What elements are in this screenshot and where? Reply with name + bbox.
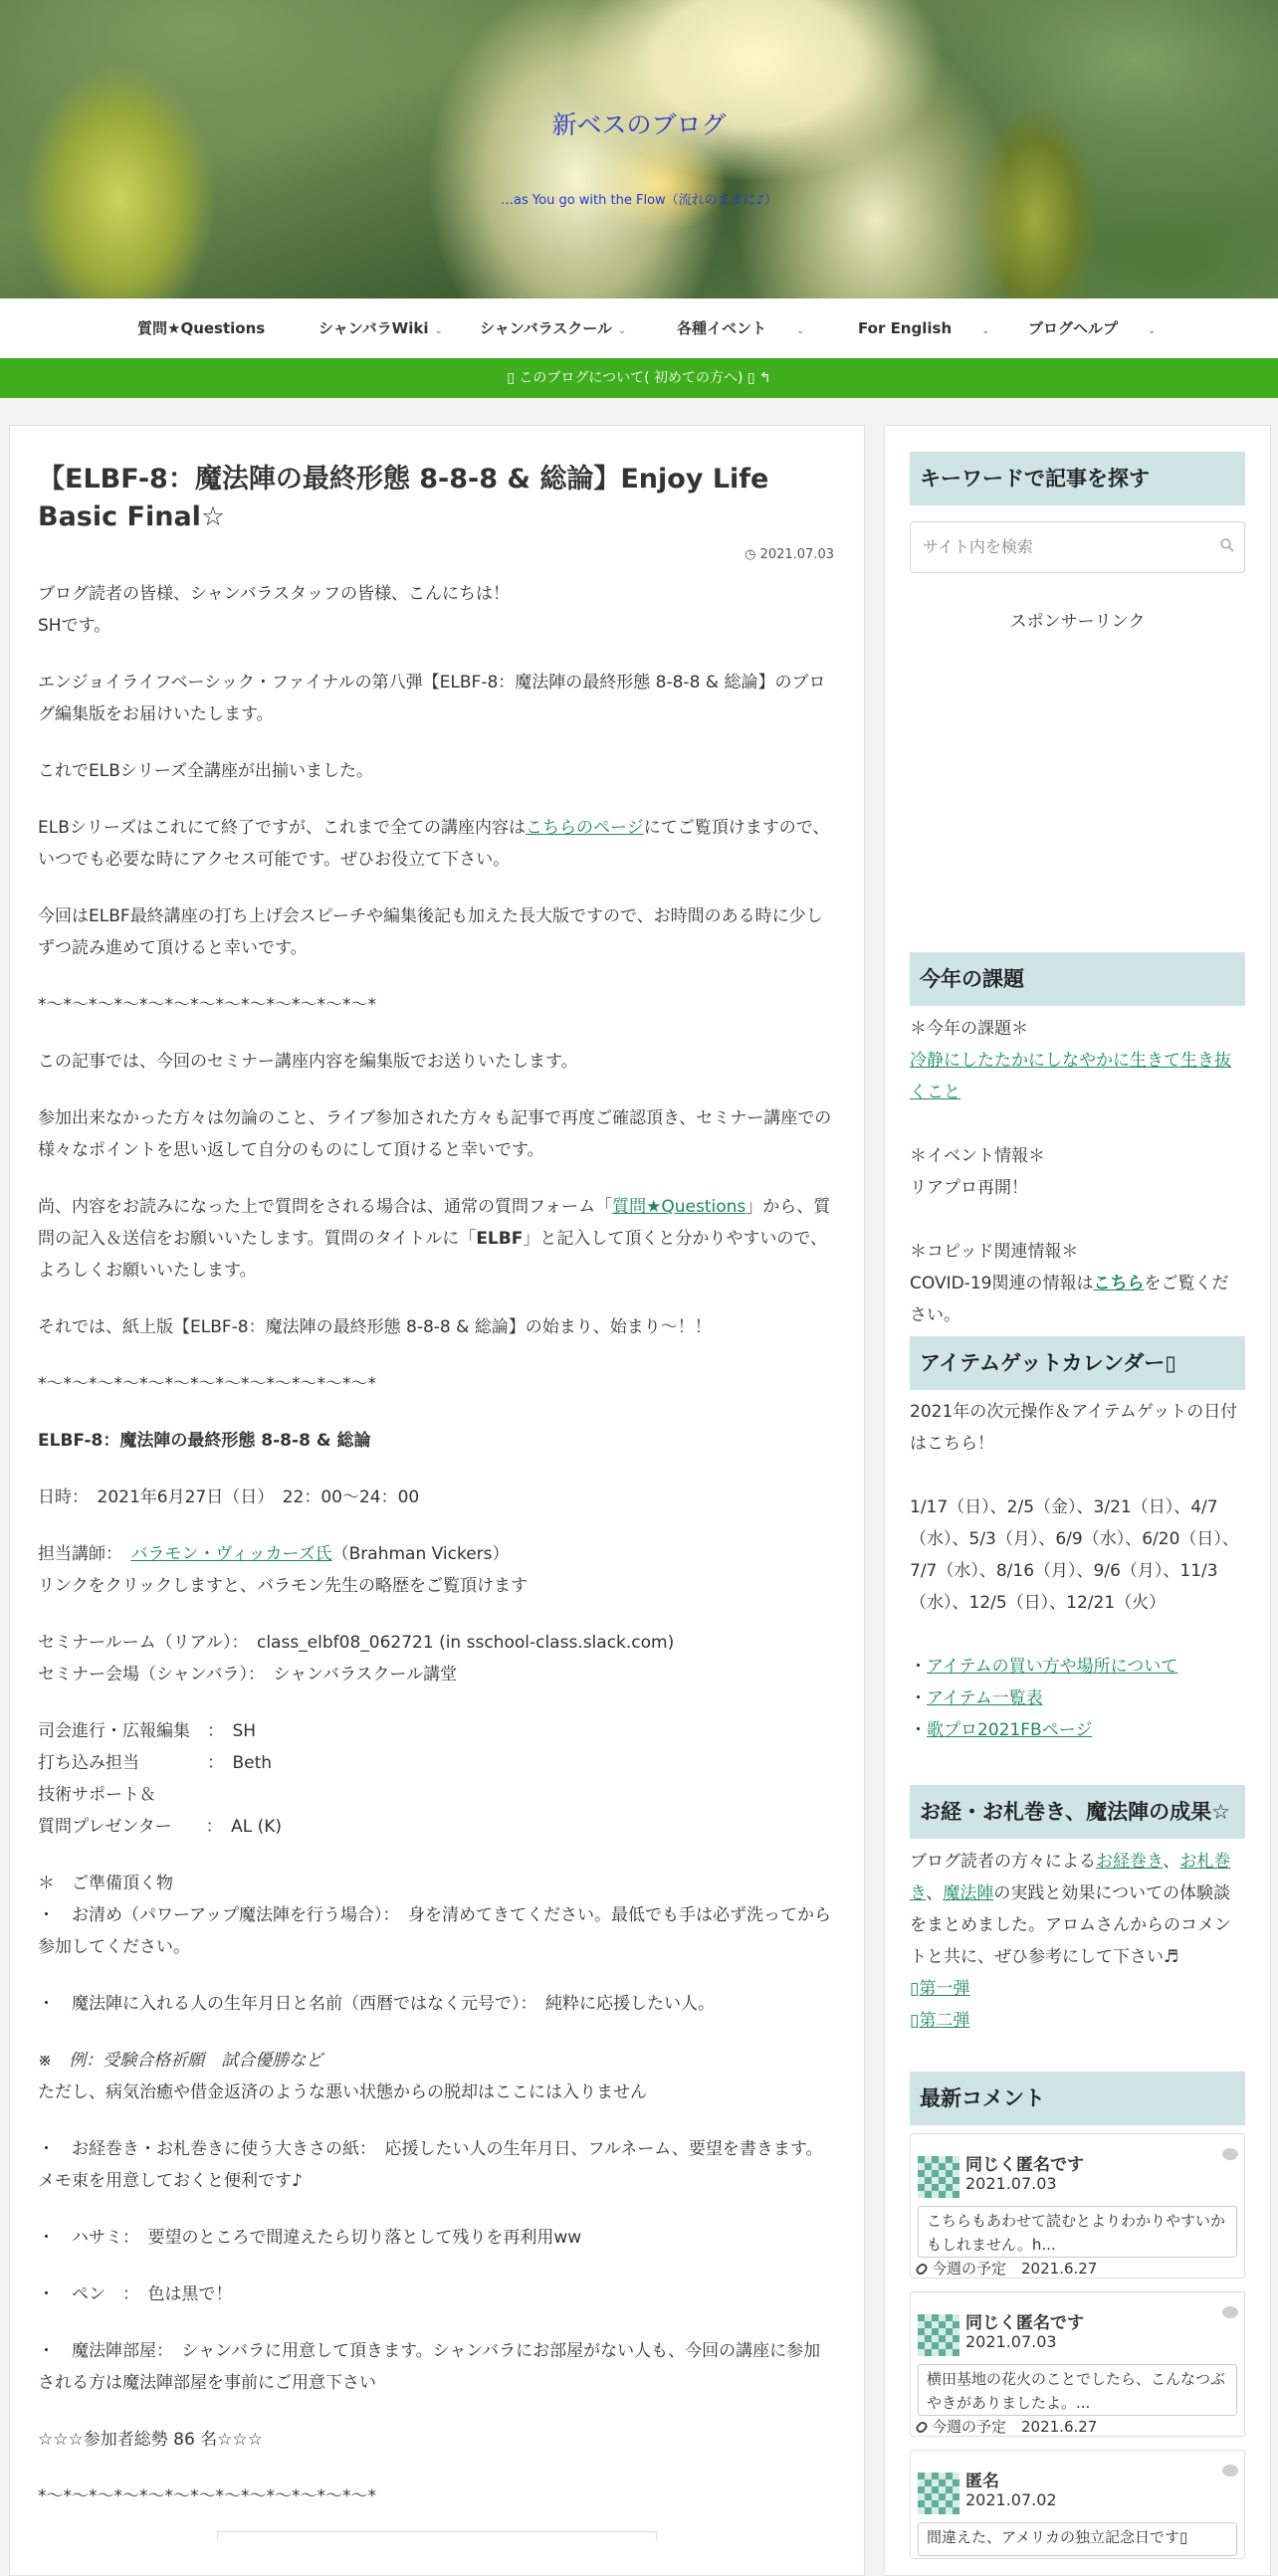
comment-bubble-icon xyxy=(1222,2465,1238,2477)
text: 担当講師： xyxy=(38,1544,131,1564)
search-icon[interactable] xyxy=(1220,538,1234,552)
prep-item: ・ お経巻き・お札巻きに使う大きさの紙： 応援したい人の生年月日、フルネーム、要望を書きます。メモ束を用意しておくと便利です♪ xyxy=(38,2139,823,2191)
nav-item-english[interactable] xyxy=(858,298,990,358)
paragraph: これでELBシリーズ全講座が出揃いました。 xyxy=(38,761,374,781)
greeting-line-2: SHです。 xyxy=(38,616,111,636)
first-volume-link[interactable]: ▯第一弾 xyxy=(910,1979,970,1999)
lecturer xyxy=(38,1538,834,1602)
comment-author: 同じく匿名です xyxy=(965,2313,1084,2333)
nav-item-events[interactable] xyxy=(677,298,804,358)
chevron-down-icon: ⌄ xyxy=(981,325,990,336)
divider-text: *〜*〜*〜*〜*〜*〜*〜*〜*〜*〜*〜*〜*〜* xyxy=(38,1374,376,1394)
seminar-heading xyxy=(38,1425,834,1457)
comments-heading: 最新コメント xyxy=(910,2072,1245,2125)
text: の実践と効果についての体験談をまとめました。アロムさんからのコメントと共に、ぜひ参考にして下さい♬ xyxy=(910,1883,1231,1967)
spacer xyxy=(910,1619,1245,1651)
paragraph xyxy=(38,1191,834,1287)
covid-link[interactable]: こちら xyxy=(1093,1274,1145,1293)
global-nav xyxy=(0,298,1278,359)
notice-text: ▯ このブログについて( 初めての方へ) ▯ ↰ xyxy=(507,370,771,386)
article-date-text: 2021.07.03 xyxy=(759,547,834,562)
text: ブログ読者の方々による xyxy=(910,1852,1096,1872)
spacer xyxy=(910,1204,1245,1236)
avatar xyxy=(918,2314,959,2356)
comment-excerpt: 間違えた、アメリカの独立記念日です▯ xyxy=(918,2522,1237,2556)
comment-date: 2021.07.03 xyxy=(965,2174,1057,2193)
divider-text: *〜*〜*〜*〜*〜*〜*〜*〜*〜*〜*〜*〜*〜* xyxy=(38,995,376,1015)
comment-post-title: 今週の予定 2021.6.27 xyxy=(932,2418,1098,2436)
text: 」から、質問の記入＆送信をお願いいたします。質問のタイトルに「 xyxy=(38,1197,831,1249)
nav-item-questions[interactable] xyxy=(137,298,265,358)
comment-post-title: 今週の予定 2021.6.27 xyxy=(932,2260,1098,2278)
text: 」と記入して頂くと分かりやすいので、よろしくお願いいたします。 xyxy=(38,1229,827,1281)
calendar-link-item: ・アイテムの買い方や場所について xyxy=(910,1657,1178,1677)
chevron-down-icon: ⌄ xyxy=(434,325,443,336)
tasks-widget xyxy=(910,1013,1245,1331)
avatar xyxy=(918,2156,959,2198)
text: 打ち込み担当 ： Beth xyxy=(38,1753,273,1773)
talisman-link[interactable]: お札巻き xyxy=(910,1852,1231,1903)
nav-item-label: 質問★Questions xyxy=(137,319,266,337)
archive-page-link[interactable]: こちらのページ xyxy=(526,818,644,838)
calendar-intro: 2021年の次元操作＆アイテムゲットの日付はこちら！ xyxy=(910,1402,1238,1454)
calendar-widget xyxy=(910,1396,1245,1746)
prep-list xyxy=(38,1868,834,1963)
prep-item: ・ ハサミ： 要望のところで間違えたら切り落として残りを再利用ww xyxy=(38,2228,582,2248)
site-header xyxy=(0,0,1278,298)
paragraph xyxy=(38,812,834,876)
search-placeholder: サイト内を検索 xyxy=(923,537,1033,556)
calendar-dates: 1/17（日）、2/5（金）、3/21（日）、4/7（水）、5/3（月）、6/9（水）、6/20（日）、7/7（水）、8/16（月）、9/6（月）、11/3（水）、12/5（日）、12/21（火） xyxy=(910,1497,1239,1613)
questions-link[interactable]: 質問★Questions xyxy=(612,1197,746,1217)
prep-note xyxy=(38,2045,834,2108)
text: 司会進行・広報編集 ： SH xyxy=(38,1721,257,1741)
text: 、 xyxy=(1163,1852,1180,1872)
text: ・ お清め（パワーアップ魔法陣を行う場合）： 身を清めてきてください。最低でも手は必ず洗ってから参加してください。 xyxy=(38,1905,831,1957)
nav-item-help[interactable] xyxy=(1028,298,1156,358)
paragraph: この記事では、今回のセミナー講座内容を編集版でお送りいたします。 xyxy=(38,1052,578,1072)
chevron-down-icon: ⌄ xyxy=(1148,325,1157,336)
text: リンクをクリックしますと、バラモン先生の略歴をご覧頂けます xyxy=(38,1576,528,1596)
nav-item-label: シャンバラスクール xyxy=(480,319,612,337)
avatar xyxy=(918,2473,959,2514)
seminar-heading-text: ELBF-8：魔法陣の最終形態 8-8-8 & 総論 xyxy=(38,1431,371,1451)
text: 質問プレゼンター ： AL (K) xyxy=(38,1817,283,1837)
nav-item-label: For English xyxy=(858,319,953,337)
sponsor-label: スポンサーリンク xyxy=(1009,612,1146,632)
spacer xyxy=(910,1460,1245,1491)
divider-text: *〜*〜*〜*〜*〜*〜*〜*〜*〜*〜*〜*〜*〜* xyxy=(38,2486,376,2506)
text: 尚、内容をお読みになった上で質問をされる場合は、通常の質問フォーム「 xyxy=(38,1197,613,1217)
link-icon xyxy=(915,2262,930,2277)
text: セミナー会場（シャンバラ）： シャンバラスクール講堂 xyxy=(38,1665,458,1684)
sutra-link[interactable]: お経巻き xyxy=(1096,1852,1164,1872)
text: 、 xyxy=(926,1883,944,1903)
sidebar xyxy=(884,425,1271,2576)
prep-item: ・ 魔法陣に入れる人の生年月日と名前（西暦ではなく元号で）： 純粋に応援したい人。 xyxy=(38,1994,715,2014)
tasks-heading: 今年の課題 xyxy=(910,952,1245,1006)
article xyxy=(38,461,834,2540)
site-title[interactable]: 新ベスのブログ xyxy=(551,110,727,139)
nav-item-label: 各種イベント xyxy=(677,319,767,337)
item-list-link[interactable]: アイテム一覧表 xyxy=(927,1688,1043,1708)
text: （Brahman Vickers） xyxy=(331,1544,510,1564)
comment-date: 2021.07.02 xyxy=(965,2490,1057,2509)
text: ※ 例：受験合格祈願 試合優勝など xyxy=(38,2051,323,2071)
main-content xyxy=(9,425,865,2576)
text: 技術サポート＆ xyxy=(38,1785,156,1805)
link-icon xyxy=(915,2420,930,2435)
event-text: リアプロ再開！ xyxy=(910,1178,1028,1198)
calendar-link-item: ・歌プロ2021FBページ xyxy=(910,1720,1093,1740)
tasks-link[interactable]: 冷静にしたたかにしなやかに生きて生き抜くこと xyxy=(910,1051,1231,1102)
text: にてご覧頂けますので、いつでも必要な時にアクセス可能です。ぜひお役立て下さい。 xyxy=(38,818,830,870)
embed-frame xyxy=(217,2531,657,2540)
text: をご覧ください。 xyxy=(910,1274,1229,1325)
event-label: ＊イベント情報＊ xyxy=(910,1146,1045,1166)
paragraph xyxy=(38,578,834,642)
search-input[interactable] xyxy=(910,521,1245,573)
paragraph: 参加出来なかった方々は勿論のこと、ライブ参加された方々も記事で再度ご確認頂き、セミナー講座での様々なポイントを思い返して自分のものにして頂けると幸いです。 xyxy=(38,1108,832,1160)
second-volume-link[interactable]: ▯第二弾 xyxy=(910,2011,970,2031)
nav-item-label: シャンバラWiki xyxy=(319,319,429,337)
text: セミナールーム（リアル）： class_elbf08_062721 (in sschool-class.slack.com) xyxy=(38,1633,675,1653)
comment-bubble-icon xyxy=(1222,2306,1238,2318)
text: COVID-19関連の情報は xyxy=(910,1274,1094,1293)
item-guide-link[interactable]: アイテムの買い方や場所について xyxy=(927,1657,1178,1677)
spacer xyxy=(910,1108,1245,1140)
search-widget-heading: キーワードで記事を探す xyxy=(910,452,1245,505)
chevron-down-icon: ⌄ xyxy=(617,325,627,336)
comment-date: 2021.07.03 xyxy=(965,2332,1057,2351)
room-info xyxy=(38,1627,834,1690)
staff-info xyxy=(38,1715,834,1843)
comment-card[interactable] xyxy=(910,2450,1245,2559)
bold-text: ELBF xyxy=(476,1229,524,1249)
paragraph: それでは、紙上版【ELBF-8：魔法陣の最終形態 8-8-8 & 総論】の始まり、始まり〜！！ xyxy=(38,1317,712,1337)
text: ELBシリーズはこれにて終了ですが、これまで全ての講座内容は xyxy=(38,818,527,838)
text: ただし、病気治癒や借金返済のような悪い状態からの脱却はここには入りません xyxy=(38,2082,647,2102)
site-tagline: …as You go with the Flow（流れのままに♪） xyxy=(501,193,777,208)
comment-post[interactable] xyxy=(916,2260,1097,2278)
calendar-link-item: ・アイテム一覧表 xyxy=(910,1688,1043,1708)
clock-icon: ◷ xyxy=(745,547,756,562)
nav-item-school[interactable] xyxy=(480,298,626,358)
comment-post[interactable] xyxy=(916,2418,1097,2436)
comment-bubble-icon xyxy=(1222,2148,1238,2160)
text: ＊ ご準備頂く物 xyxy=(38,1874,173,1893)
nav-item-label: ブログヘルプ xyxy=(1028,319,1119,337)
participants: ☆☆☆参加者総勢 86 名☆☆☆ xyxy=(38,2430,263,2450)
tasks-label: ＊今年の課題＊ xyxy=(910,1019,1028,1039)
fb-page-link[interactable]: 歌プロ2021FBページ xyxy=(927,1720,1093,1740)
calendar-heading: アイテムゲットカレンダー▯ xyxy=(910,1336,1245,1390)
sutra-widget xyxy=(910,1846,1245,2037)
article-date xyxy=(38,544,834,566)
nav-item-wiki[interactable] xyxy=(319,298,443,358)
sutra-heading: お経・お札巻き、魔法陣の成果☆ xyxy=(910,1785,1245,1839)
sutra-text xyxy=(910,1846,1245,1973)
article-title: 【ELBF-8：魔法陣の最終形態 8-8-8 & 総論】Enjoy Life Basic Final☆ xyxy=(38,464,769,532)
comment-card[interactable] xyxy=(910,2291,1245,2437)
lecturer-link[interactable]: バラモン・ヴィッカーズ氏 xyxy=(130,1544,332,1564)
chevron-down-icon: ⌄ xyxy=(796,325,805,336)
comment-author: 匿名 xyxy=(965,2472,999,2491)
magic-circle-link[interactable]: 魔法陣 xyxy=(943,1883,994,1903)
paragraph: 今回はELBF最終講座の打ち上げ会スピーチや編集後記も加えた長大版ですので、お時間のある時に少しずつ読み進めて頂けると幸いです。 xyxy=(38,906,823,958)
notice-bar[interactable] xyxy=(0,358,1278,398)
covid-text xyxy=(910,1268,1245,1331)
prep-item: ・ ペン ： 色は黒で！ xyxy=(38,2284,233,2304)
datetime: 日時： 2021年6月27日（日） 22：00〜24：00 xyxy=(38,1487,420,1507)
comment-card[interactable] xyxy=(910,2133,1245,2279)
prep-item: ・ 魔法陣部屋： シャンバラに用意して頂きます。シャンバラにお部屋がない人も、今回の講座に参加される方は魔法陣部屋を事前にご用意下さい xyxy=(38,2341,821,2393)
comment-excerpt: こちらもあわせて読むとよりわかりやすいかもしれません。h... xyxy=(918,2206,1237,2258)
comment-author: 同じく匿名です xyxy=(965,2155,1084,2175)
comment-excerpt: 横田基地の花火のことでしたら、こんなつぶやきがありましたよ。... xyxy=(918,2364,1237,2416)
paragraph: エンジョイライフベーシック・ファイナルの第八弾【ELBF-8：魔法陣の最終形態 8-8-8 & 総論】のブログ編集版をお届けいたします。 xyxy=(38,673,826,724)
greeting-line-1: ブログ読者の皆様、シャンバラスタッフの皆様、こんにちは！ xyxy=(38,584,510,604)
covid-label: ＊コピッド関連情報＊ xyxy=(910,1242,1079,1262)
